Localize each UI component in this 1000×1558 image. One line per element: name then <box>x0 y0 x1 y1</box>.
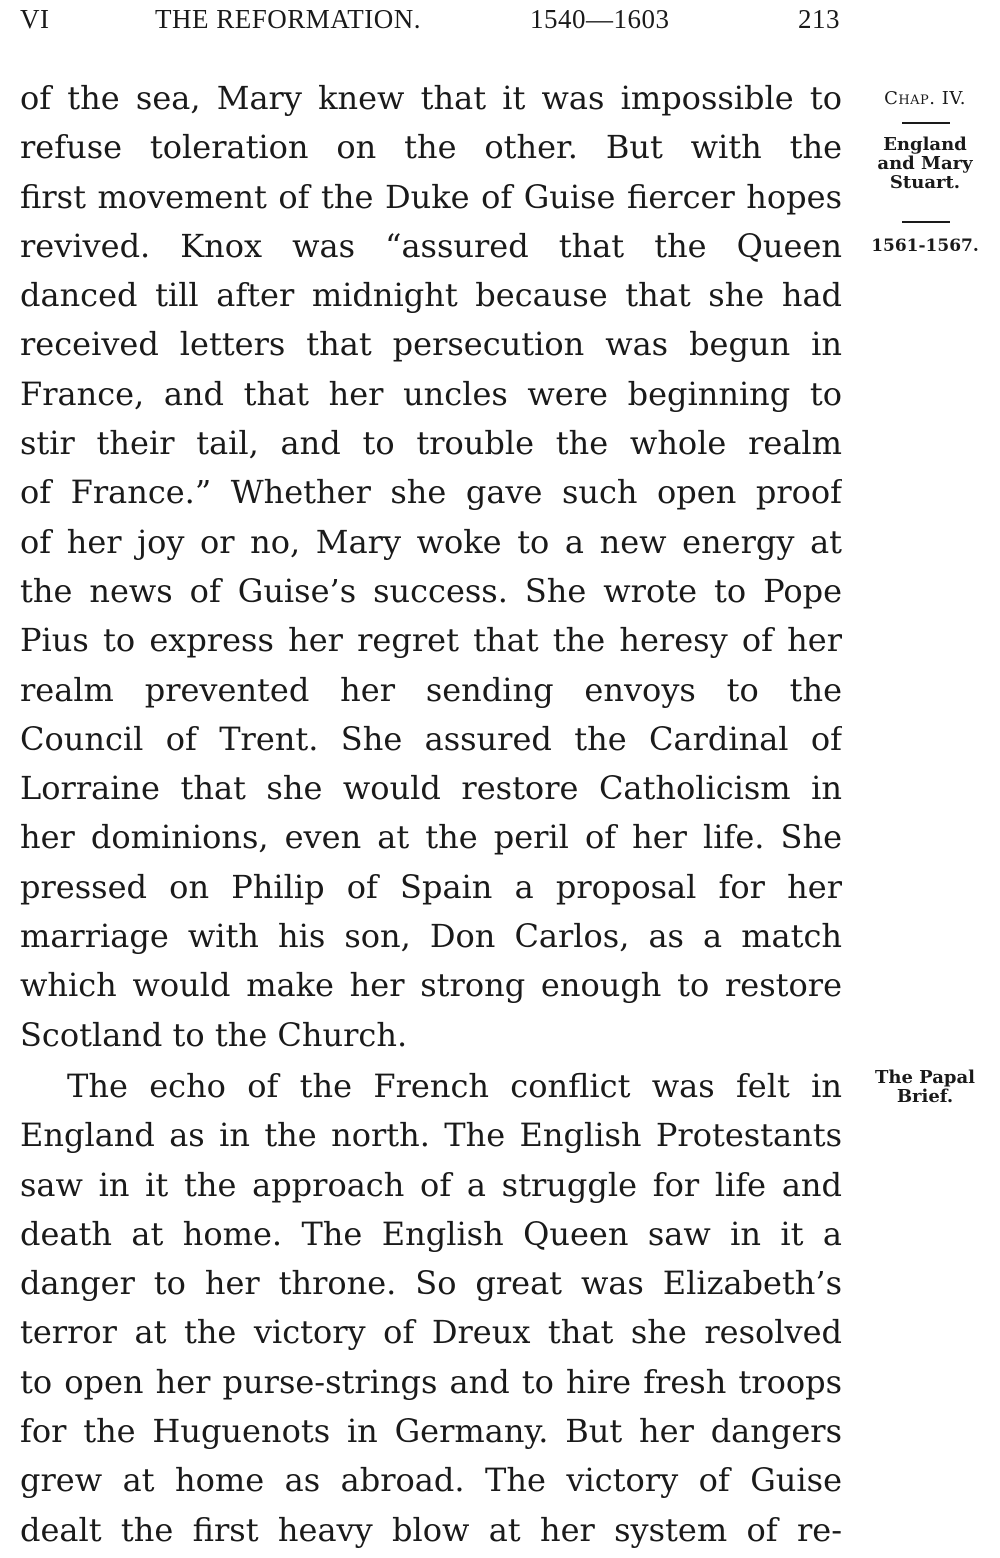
margin-note-papal-line: The Papal <box>874 1067 975 1088</box>
text-line: refuse toleration on the other. But with the <box>20 128 842 167</box>
body-text <box>20 74 842 1555</box>
text-line: of the sea, Mary knew that it was impossible to <box>20 79 842 117</box>
text-line: for the Huguenots in Germany. But her dangers <box>20 1412 842 1451</box>
page-number: 213 <box>798 4 840 34</box>
text-line: first movement of the Duke of Guise fiercer hopes <box>20 177 842 216</box>
text-line: the news of Guise’s success. She wrote to Pope <box>20 571 842 610</box>
text-line: England as in the north. The English Protestants <box>20 1116 842 1155</box>
text-line: danced till after midnight because that she had <box>20 276 842 315</box>
margin-note-topic-line: and Mary <box>877 153 973 174</box>
paragraph-2 <box>20 1062 842 1555</box>
text-line: grew at home as abroad. The victory of Guise <box>20 1461 842 1500</box>
margin-note-topic <box>860 135 990 192</box>
running-head-years: 1540—1603 <box>530 4 670 34</box>
running-head-title: THE REFORMATION. <box>155 4 422 34</box>
text-line: which would make her strong enough to restore <box>20 966 842 1005</box>
text-line: France, and that her uncles were beginning to <box>20 374 842 413</box>
text-line: Lorraine that she would restore Catholicism in <box>20 769 842 808</box>
text-line: dealt the first heavy blow at her system of re- <box>20 1510 842 1549</box>
running-head-section: VI <box>20 4 50 34</box>
margin-note-topic-line: Stuart. <box>889 172 961 193</box>
text-line: saw in it the approach of a struggle for life and <box>20 1165 842 1204</box>
text-line: death at home. The English Queen saw in it a <box>20 1214 842 1253</box>
text-line: terror at the victory of Dreux that she resolved <box>20 1313 842 1352</box>
running-head <box>20 4 840 38</box>
text-line: pressed on Philip of Spain a proposal for her <box>20 867 842 906</box>
margin-note-years: 1561-1567. <box>871 236 979 256</box>
text-line: danger to her throne. So great was Elizabeth’s <box>20 1264 842 1303</box>
text-line: to open her purse-strings and to hire fresh troops <box>20 1362 842 1401</box>
text-line: received letters that persecution was begun in <box>20 325 842 364</box>
text-line: Pius to express her regret that the heresy of her <box>20 621 842 660</box>
text-line: revived. Knox was “assured that the Queen <box>20 226 842 265</box>
text-line: marriage with his son, Don Carlos, as a match <box>20 917 842 956</box>
margin-note-chapter: Chap. IV. <box>884 88 966 109</box>
text-line: her dominions, even at the peril of her life. She <box>20 818 842 857</box>
text-line: The echo of the French conflict was felt in <box>67 1066 842 1105</box>
text-line: realm prevented her sending envoys to the <box>20 670 842 709</box>
text-line: Council of Trent. She assured the Cardinal of <box>20 719 842 758</box>
margin-note-papal-brief <box>860 1068 990 1106</box>
paragraph-1 <box>20 74 842 1060</box>
text-line: stir their tail, and to trouble the whole realm <box>20 424 842 463</box>
margin-rule <box>902 221 950 223</box>
text-line: Scotland to the Church. <box>20 1015 408 1054</box>
text-line: of her joy or no, Mary woke to a new energy at <box>20 522 842 561</box>
margin-rule <box>902 122 950 124</box>
text-line: of France.” Whether she gave such open proof <box>20 473 842 512</box>
margin-note-papal-line: Brief. <box>896 1086 954 1107</box>
margin-note-topic-line: England <box>883 134 967 155</box>
